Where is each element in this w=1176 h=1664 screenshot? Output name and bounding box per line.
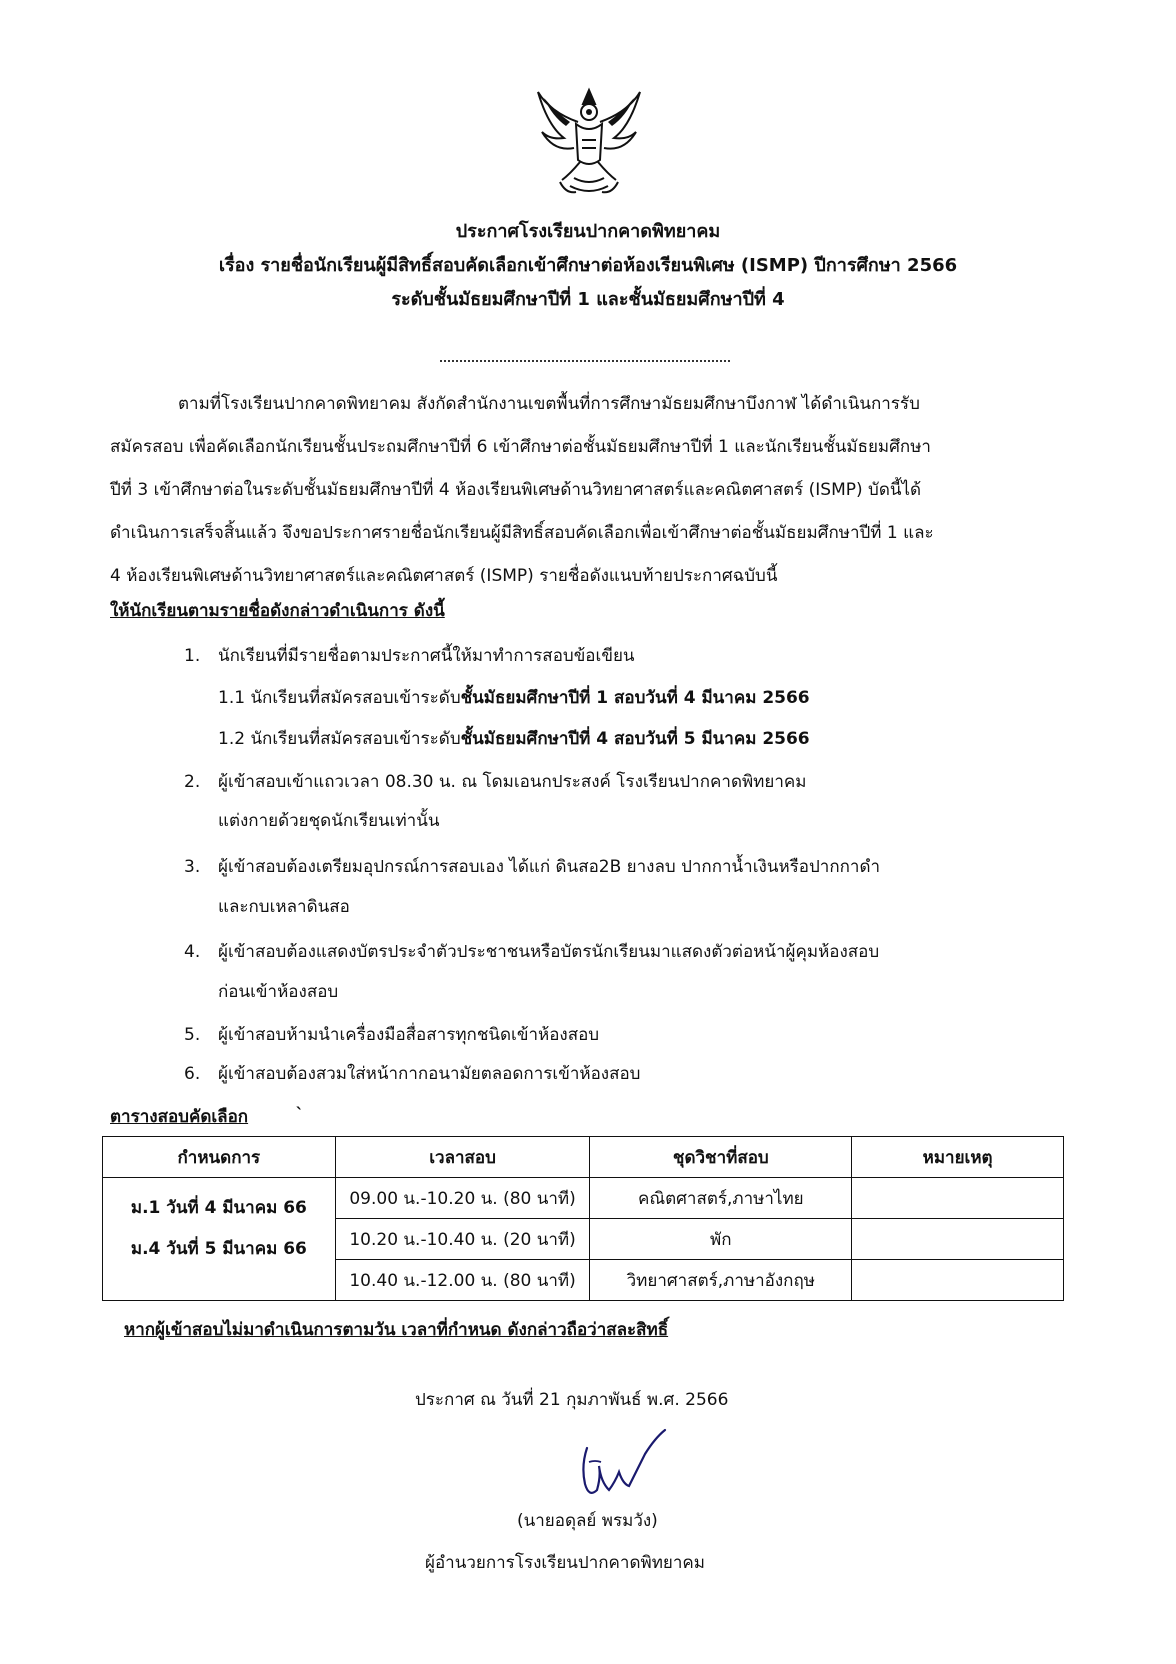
body-line-5: 4 ห้องเรียนพิเศษด้านวิทยาศาสตร์และคณิตศาสตร์ (ISMP) รายชื่อดังแนบท้ายประกาศฉบับนี้ [110,566,778,586]
signer-title: ผู้อำนวยการโรงเรียนปากคาดพิทยาคม [425,1553,705,1573]
announcement-level: ระดับชั้นมัธยมศึกษาปีที่ 1 และชั้นมัธยมศึกษาปีที่ 4 [391,289,785,310]
body-line-1: ตามที่โรงเรียนปากคาดพิทยาคม สังกัดสำนักงานเขตพื้นที่การศึกษามัธยมศึกษาบึงกาฬ ได้ดำเนินการรับ [178,394,920,414]
schedule-heading: ตารางสอบคัดเลือก [110,1107,249,1127]
item-6-number: 6. [184,1064,201,1084]
item-2-cont: แต่งกายด้วยชุดนักเรียนเท่านั้น [218,811,440,831]
column-header-schedule: กำหนดการ [103,1137,336,1178]
row-3-note [852,1260,1064,1301]
row-3-time: 10.40 น.-12.00 น. (80 นาที) [335,1260,590,1301]
item-1-2 [218,728,810,750]
announcement-title: ประกาศโรงเรียนปากคาดพิทยาคม [455,221,721,242]
schedule-date-m4: ม.4 วันที่ 5 มีนาคม 66 [130,1239,307,1259]
header-divider [440,360,730,362]
column-header-note: หมายเหตุ [852,1137,1064,1178]
item-3-cont: และกบเหลาดินสอ [218,897,350,917]
row-2-note [852,1219,1064,1260]
signature-icon [575,1426,675,1504]
item-4-number: 4. [184,942,201,962]
item-1-text: นักเรียนที่มีรายชื่อตามประกาศนี้ให้มาทำการสอบข้อเขียน [218,646,635,666]
item-3-number: 3. [184,857,201,877]
schedule-dates-cell [103,1178,336,1301]
row-2-time: 10.20 น.-10.40 น. (20 นาที) [335,1219,590,1260]
column-header-time: เวลาสอบ [335,1137,590,1178]
item-1-2-prefix: 1.2 นักเรียนที่สมัครสอบเข้าระดับ [218,729,461,749]
announcement-date: ประกาศ ณ วันที่ 21 กุมภาพันธ์ พ.ศ. 2566 [415,1390,729,1410]
item-4-cont: ก่อนเข้าห้องสอบ [218,982,339,1002]
item-1-number: 1. [184,646,201,666]
forfeit-warning: หากผู้เข้าสอบไม่มาดำเนินการตามวัน เวลาที่กำหนด ดังกล่าวถือว่าสละสิทธิ์ [124,1320,669,1340]
item-4-text: ผู้เข้าสอบต้องแสดงบัตรประจำตัวประชาชนหรือบัตรนักเรียนมาแสดงตัวต่อหน้าผู้คุมห้องสอบ [218,942,880,962]
item-2-text: ผู้เข้าสอบเข้าแถวเวลา 08.30 น. ณ โดมเอนกประสงค์ โรงเรียนปากคาดพิทยาคม [218,772,807,792]
item-5-text: ผู้เข้าสอบห้ามนำเครื่องมือสื่อสารทุกชนิดเข้าห้องสอบ [218,1025,600,1045]
item-6-text: ผู้เข้าสอบต้องสวมใส่หน้ากากอนามัยตลอดการเข้าห้องสอบ [218,1064,641,1084]
row-1-note [852,1178,1064,1219]
row-1-time: 09.00 น.-10.20 น. (80 นาที) [335,1178,590,1219]
table-row [103,1178,1064,1219]
schedule-date-m1: ม.1 วันที่ 4 มีนาคม 66 [130,1198,307,1218]
item-1-1 [218,687,810,709]
garuda-emblem-icon [530,82,648,202]
row-2-subject: พัก [590,1219,852,1260]
table-header-row [103,1137,1064,1178]
body-line-2: สมัครสอบ เพื่อคัดเลือกนักเรียนชั้นประถมศึกษาปีที่ 6 เข้าศึกษาต่อชั้นมัธยมศึกษาปีที่ 1 และนักเรียนชั้นมัธยมศึกษา [110,437,931,457]
body-line-4: ดำเนินการเสร็จสิ้นแล้ว จึงขอประกาศรายชื่อนักเรียนผู้มีสิทธิ์สอบคัดเลือกเพื่อเข้าศึกษาต่อชั้นมัธยมศึกษาปีที่ 1 และ [110,523,934,543]
signer-name: (นายอดุลย์ พรมวัง) [517,1511,658,1531]
item-1-2-bold: ชั้นมัธยมศึกษาปีที่ 4 สอบวันที่ 5 มีนาคม 2566 [460,729,810,749]
item-3-text: ผู้เข้าสอบต้องเตรียมอุปกรณ์การสอบเอง ได้แก่ ดินสอ2B ยางลบ ปากกาน้ำเงินหรือปากกาดำ [218,857,881,877]
body-line-3: ปีที่ 3 เข้าศึกษาต่อในระดับชั้นมัธยมศึกษาปีที่ 4 ห้องเรียนพิเศษด้านวิทยาศาสตร์และคณิตศาสตร์ (ISMP) บัดนี้ได้ [110,480,922,500]
announcement-subject: เรื่อง รายชื่อนักเรียนผู้มีสิทธิ์สอบคัดเลือกเข้าศึกษาต่อห้องเรียนพิเศษ (ISMP) ปีการศึกษา 2566 [218,255,958,276]
item-1-1-bold: ชั้นมัธยมศึกษาปีที่ 1 สอบวันที่ 4 มีนาคม 2566 [460,688,810,708]
exam-schedule-table [102,1136,1064,1301]
row-3-subject: วิทยาศาสตร์,ภาษาอังกฤษ [590,1260,852,1301]
instruction-heading: ให้นักเรียนตามรายชื่อดังกล่าวดำเนินการ ดังนี้ [110,601,445,621]
item-5-number: 5. [184,1025,201,1045]
row-1-subject: คณิตศาสตร์,ภาษาไทย [590,1178,852,1219]
item-2-number: 2. [184,772,201,792]
column-header-subject: ชุดวิชาที่สอบ [590,1137,852,1178]
item-1-1-prefix: 1.1 นักเรียนที่สมัครสอบเข้าระดับ [218,688,461,708]
